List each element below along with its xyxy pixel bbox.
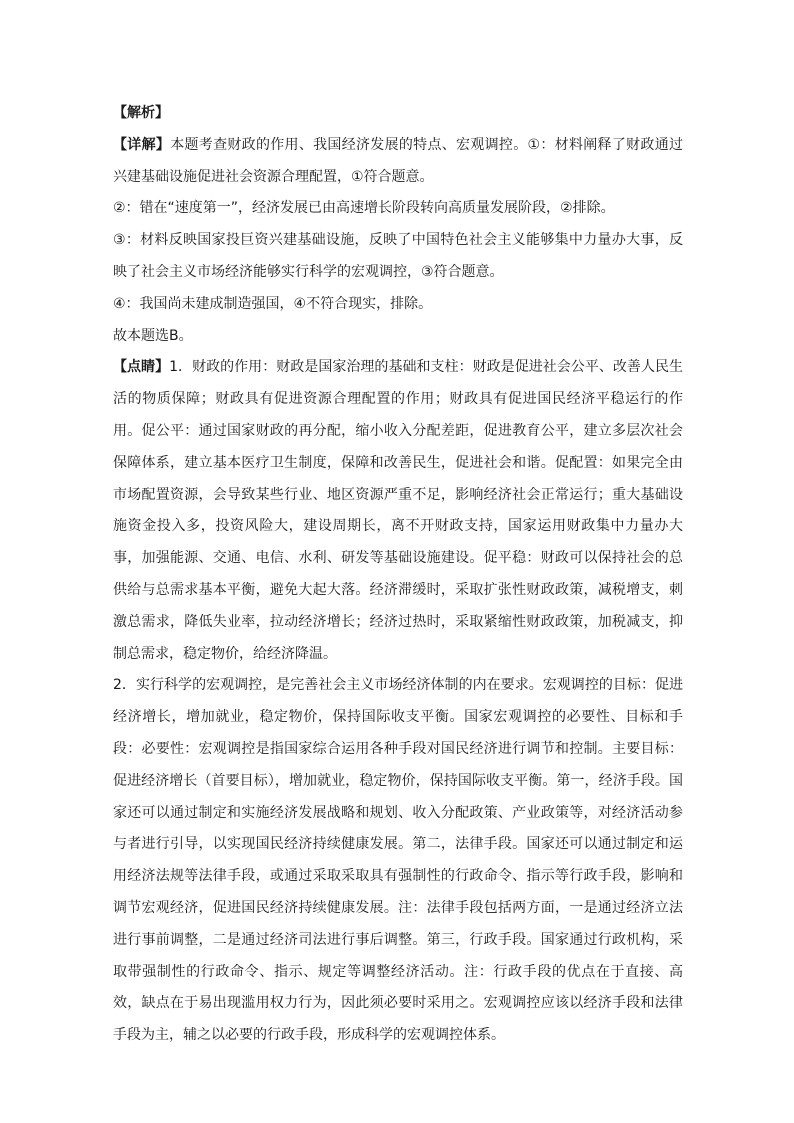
document-page [113, 98, 683, 1052]
tip-1-text: 1．财政的作用：财政是国家治理的基础和支柱：财政是促进社会公平、改善人民生活的物质保障；财政具有促进资源合理配置的作用；财政具有促进国民经济平稳运行的作用。促公平：通过国家财政的再分配，缩小收入分配差距，促进教育公平，建立多层次社会保障体系，建立基本医疗卫生制度，保障和改善民生，促进社会和谐。促配置：如果完全由市场配置资源，会导致某些行业、地区资源严重不足，影响经济社会正常运行；重大基础设施资金投入多，投资风险大，建设周期长，离不开财政支持，国家运用财政集中力量办大事，加强能源、交通、电信、水利、研发等基础设施建设。促平稳：财政可以保持社会的总供给与总需求基本平衡，避免大起大落。经济滞缓时，采取扩张性财政政策，减税增支，刺激总需求，降低失业率，拉动经济增长；经济过热时，采取紧缩性财政政策，加税减支，抑制总需求，稳定物价，给经济降温。 [113, 359, 683, 662]
item-2-paragraph: ②：错在“速度第一”，经济发展已由高速增长阶段转向高质量发展阶段，②排除。 [113, 200, 615, 217]
detail-intro-text: 本题考查财政的作用、我国经济发展的特点、宏观调控。①：材料阐释了财政通过兴建基础设施促进社会资源合理配置，①符合题意。 [113, 136, 684, 185]
item-4-paragraph: ④：我国尚未建成制造强国，④不符合现实，排除。 [113, 295, 433, 312]
detail-paragraph [113, 130, 683, 194]
tip-2-paragraph: 2．实行科学的宏观调控，是完善社会主义市场经济体制的内在要求。宏观调控的目标：促进经济增长，增加就业，稳定物价，保持国际收支平衡。国家宏观调控的必要性、目标和手段：必要性：宏观调控是指国家综合运用各种手段对国民经济进行调节和控制。主要目标：促进经济增长（首要目标），增加就业，稳定物价，保持国际收支平衡。第一，经济手段。国家还可以通过制定和实施经济发展战略和规划、收入分配政策、产业政策等，对经济活动参与者进行引导，以实现国民经济持续健康发展。第二，法律手段。国家还可以通过制定和运用经济法规等法律手段，或通过采取采取具有强制性的行政命令、指示等行政手段，影响和调节宏观经济，促进国民经济持续健康发展。注：法律手段包括两方面，一是通过经济立法进行事前调整，二是通过经济司法进行事后调整。第三，行政手段。国家通过行政机构，采取带强制性的行政命令、指示、规定等调整经济活动。注：行政手段的优点在于直接、高效，缺点在于易出现滥用权力行为，因此须必要时采用之。宏观调控应该以经济手段和法律手段为主，辅之以必要的行政手段，形成科学的宏观调控体系。 [113, 677, 683, 1044]
section-heading: 【解析】 [113, 105, 169, 121]
answer-paragraph: 故本题选B。 [113, 327, 193, 344]
tip-1-paragraph [113, 352, 683, 670]
detail-tag: 【详解】 [113, 136, 171, 153]
item-3-paragraph: ③：材料反映国家投巨资兴建基础设施，反映了中国特色社会主义能够集中力量办大事，反映了社会主义市场经济能够实行科学的宏观调控，③符合题意。 [113, 232, 683, 280]
tip-tag: 【点睛】 [113, 359, 170, 376]
